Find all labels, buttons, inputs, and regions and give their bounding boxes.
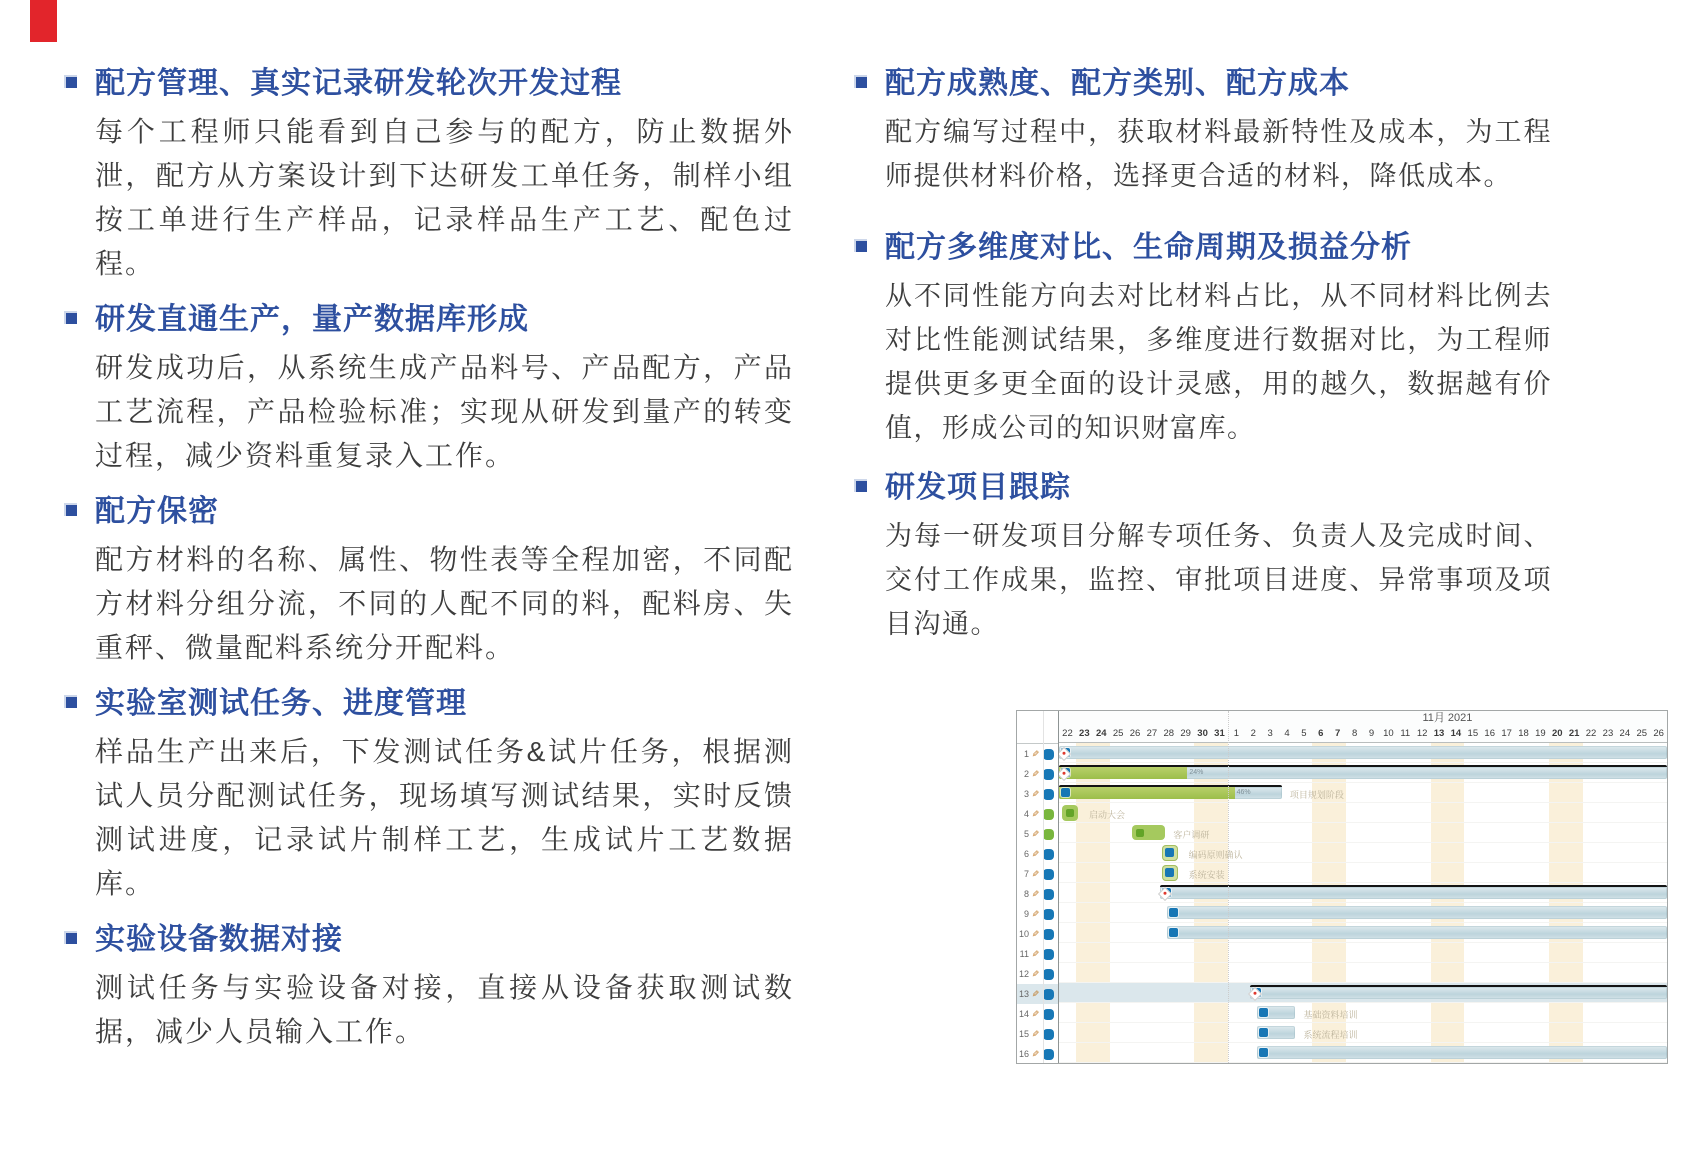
section-heading: 配方保密 xyxy=(95,495,219,528)
edit-pencil-icon: ✎ xyxy=(1031,1028,1040,1039)
section-body: 配方材料的名称、属性、物性表等全程加密，不同配方材料分组分流，不同的人配不同的料，配料房、失重秤、微量配料系统分开配料。 xyxy=(95,544,794,663)
summary-task-bar xyxy=(1059,765,1667,779)
gantt-task-list-panel xyxy=(1017,711,1059,1063)
task-label: 客户调研 xyxy=(1173,830,1210,840)
gantt-row xyxy=(1059,843,1667,863)
gantt-body xyxy=(1059,743,1667,1063)
row-number: 3 xyxy=(1023,789,1029,799)
gantt-row xyxy=(1059,803,1667,823)
date-cell: 20 xyxy=(1551,728,1563,739)
task-handle-square xyxy=(1259,1008,1268,1017)
date-cell: 12 xyxy=(1416,728,1428,739)
date-cell: 28 xyxy=(1163,728,1175,739)
status-dot-green xyxy=(1043,809,1054,820)
section-body: 研发成功后，从系统生成产品料号、产品配方，产品工艺流程，产品检验标准；实现从研发到量产的转变过程，减少资料重复录入工作。 xyxy=(95,352,794,471)
task-handle-square xyxy=(1169,928,1178,937)
edit-pencil-icon: ✎ xyxy=(1031,968,1040,979)
date-cell: 23 xyxy=(1079,728,1090,739)
edit-pencil-icon: ✎ xyxy=(1031,868,1040,879)
status-dot-blue xyxy=(1043,1029,1054,1040)
gantt-task-row-header xyxy=(1017,944,1058,964)
edit-pencil-icon: ✎ xyxy=(1031,808,1040,819)
date-cell: 15 xyxy=(1467,728,1479,739)
edit-pencil-icon: ✎ xyxy=(1031,788,1040,799)
edit-pencil-icon: ✎ xyxy=(1031,1048,1040,1059)
page-corner-accent xyxy=(30,0,57,42)
section-heading: 配方多维度对比、生命周期及损益分析 xyxy=(885,231,1412,264)
date-cell: 10 xyxy=(1383,728,1394,739)
task-bar xyxy=(1167,906,1667,919)
gantt-month-label: 11月 2021 xyxy=(1422,712,1473,724)
row-number: 1 xyxy=(1023,749,1029,759)
gantt-row xyxy=(1059,883,1667,903)
task-handle-square xyxy=(1061,788,1070,797)
gantt-row xyxy=(1059,763,1667,783)
bullet-square-icon xyxy=(64,503,77,516)
status-dot-green xyxy=(1043,829,1054,840)
gantt-row xyxy=(1059,743,1667,763)
gantt-task-row-header xyxy=(1017,984,1058,1004)
milestone-marker xyxy=(1062,805,1078,821)
section-body: 从不同性能方向去对比材料占比，从不同材料比例去对比性能测试结果，多维度进行数据对比，为工程师提供更多更全面的设计灵感，用的越久，数据越有价值，形成公司的知识财富库。 xyxy=(885,281,1552,443)
status-dot-blue xyxy=(1043,1049,1054,1060)
date-cell: 11 xyxy=(1400,728,1411,739)
gantt-task-row-header xyxy=(1017,884,1058,904)
status-dot-blue xyxy=(1043,749,1054,760)
gantt-task-row-header xyxy=(1017,784,1058,804)
date-cell: 8 xyxy=(1351,728,1358,739)
gantt-row xyxy=(1059,943,1667,963)
gantt-task-row-header xyxy=(1017,1044,1058,1064)
status-dot-blue xyxy=(1043,949,1054,960)
status-dot-blue xyxy=(1043,849,1054,860)
gantt-task-row-header xyxy=(1017,864,1058,884)
status-dot-blue xyxy=(1043,909,1054,920)
edit-pencil-icon: ✎ xyxy=(1031,768,1040,779)
status-dot-blue xyxy=(1043,869,1054,880)
date-cell: 18 xyxy=(1518,728,1529,739)
gantt-task-row-header xyxy=(1017,824,1058,844)
gantt-task-row-header xyxy=(1017,804,1058,824)
gantt-row xyxy=(1059,1043,1667,1063)
right-column xyxy=(852,62,1664,1064)
task-bar xyxy=(1167,926,1667,939)
summary-task-bar xyxy=(1160,885,1667,899)
section-heading: 实验室测试任务、进度管理 xyxy=(95,687,467,720)
edit-pencil-icon: ✎ xyxy=(1031,848,1040,859)
task-bar xyxy=(1059,746,1667,759)
bullet-square-icon xyxy=(854,75,867,88)
gantt-row xyxy=(1059,823,1667,843)
section-heading: 配方成熟度、配方类别、配方成本 xyxy=(885,67,1350,100)
gantt-row xyxy=(1059,1023,1667,1043)
gantt-screenshot-wrap xyxy=(1016,710,1664,1064)
section-body: 样品生产出来后，下发测试任务&试片任务，根据测试人员分配测试任务，现场填写测试结果，实时反馈测试进度，记录试片制样工艺，生成试片工艺数据库。 xyxy=(95,736,794,899)
edit-pencil-icon: ✎ xyxy=(1031,888,1040,899)
section-heading: 实验设备数据对接 xyxy=(95,923,343,956)
task-label: 基础资料培训 xyxy=(1303,1010,1358,1020)
row-number: 16 xyxy=(1018,1049,1029,1059)
date-cell: 3 xyxy=(1267,728,1273,739)
task-label: 编码原则确认 xyxy=(1188,850,1243,860)
section-heading: 研发直通生产，量产数据库形成 xyxy=(95,303,529,336)
date-cell: 25 xyxy=(1112,728,1124,739)
status-dot-blue xyxy=(1043,769,1054,780)
gantt-task-row-header xyxy=(1017,924,1058,944)
bullet-square-icon xyxy=(64,931,77,944)
date-cell: 14 xyxy=(1450,728,1462,739)
gantt-task-row-header xyxy=(1017,1004,1058,1024)
task-label: 项目规划阶段 xyxy=(1289,790,1344,800)
task-handle-square xyxy=(1169,908,1178,917)
date-cell: 23 xyxy=(1602,728,1614,739)
task-bar xyxy=(1257,1046,1667,1059)
date-cell: 7 xyxy=(1335,728,1341,739)
section-body: 为每一研发项目分解专项任务、负责人及完成时间、交付工作成果，监控、审批项目进度、异常事项及项目沟通。 xyxy=(885,521,1552,639)
status-dot-blue xyxy=(1043,989,1054,1000)
row-number: 9 xyxy=(1023,909,1029,919)
edit-pencil-icon: ✎ xyxy=(1031,828,1040,839)
feature-section-lab-test-tasks xyxy=(62,682,794,906)
gantt-row xyxy=(1059,903,1667,923)
gantt-date-row xyxy=(1059,726,1667,743)
gantt-row xyxy=(1059,863,1667,883)
edit-pencil-icon: ✎ xyxy=(1031,988,1040,999)
section-body: 测试任务与实验设备对接，直接从设备获取测试数据，减少人员输入工作。 xyxy=(95,972,794,1047)
section-body: 每个工程师只能看到自己参与的配方，防止数据外泄，配方从方案设计到下达研发工单任务，制样小组按工单进行生产样品，记录样品生产工艺、配色过程。 xyxy=(95,116,794,279)
bullet-square-icon xyxy=(64,75,77,88)
row-number: 11 xyxy=(1019,949,1029,959)
progress-fill xyxy=(1059,767,1187,779)
date-cell: 19 xyxy=(1535,728,1546,739)
feature-section-recipe-management xyxy=(62,62,794,286)
row-number: 6 xyxy=(1023,849,1029,859)
gantt-task-row-header xyxy=(1017,1024,1058,1044)
status-dot-blue xyxy=(1043,1009,1054,1020)
feature-section-device-data-link xyxy=(62,918,794,1054)
section-heading: 研发项目跟踪 xyxy=(885,471,1071,504)
progress-percent-label: 24% xyxy=(1189,769,1204,776)
section-body: 配方编写过程中，获取材料最新特性及成本，为工程师提供材料价格，选择更合适的材料，降低成本。 xyxy=(885,117,1552,191)
date-cell: 13 xyxy=(1433,728,1445,739)
date-cell: 2 xyxy=(1250,728,1256,739)
date-cell: 24 xyxy=(1095,728,1107,739)
date-cell: 17 xyxy=(1501,728,1512,739)
row-number: 5 xyxy=(1023,829,1029,839)
small-task-marker xyxy=(1162,845,1178,861)
gantt-row xyxy=(1059,1003,1667,1023)
gantt-task-row-header xyxy=(1017,964,1058,984)
row-number: 4 xyxy=(1023,809,1029,819)
feature-section-recipe-maturity xyxy=(852,62,1552,198)
gantt-task-row-header xyxy=(1017,764,1058,784)
bullet-square-icon xyxy=(64,311,77,324)
gantt-task-row-header xyxy=(1017,904,1058,924)
date-cell: 27 xyxy=(1146,728,1158,739)
date-cell: 29 xyxy=(1180,728,1191,739)
date-cell: 9 xyxy=(1368,728,1375,739)
progress-fill xyxy=(1059,787,1235,799)
section-heading: 配方管理、真实记录研发轮次开发过程 xyxy=(95,67,622,100)
date-cell: 16 xyxy=(1484,728,1495,739)
feature-section-recipe-secrecy xyxy=(62,490,794,670)
date-cell: 25 xyxy=(1636,728,1648,739)
edit-pencil-icon: ✎ xyxy=(1031,948,1040,959)
date-cell: 22 xyxy=(1062,728,1073,739)
date-cell: 22 xyxy=(1585,728,1597,739)
row-number: 13 xyxy=(1018,989,1029,999)
gantt-task-row-header xyxy=(1017,744,1058,764)
edit-pencil-icon: ✎ xyxy=(1031,908,1040,919)
task-handle-square xyxy=(1259,1028,1268,1037)
bullet-square-icon xyxy=(854,479,867,492)
gantt-row xyxy=(1059,783,1667,803)
date-cell: 26 xyxy=(1653,728,1664,739)
date-cell: 24 xyxy=(1619,728,1631,739)
row-number: 15 xyxy=(1018,1029,1029,1039)
gantt-row xyxy=(1059,963,1667,983)
row-number: 12 xyxy=(1018,969,1029,979)
row-number: 2 xyxy=(1023,769,1029,779)
gantt-left-header xyxy=(1017,711,1058,744)
gantt-row xyxy=(1059,983,1667,1003)
date-cell: 4 xyxy=(1284,728,1290,739)
row-number: 7 xyxy=(1023,869,1029,879)
status-dot-blue xyxy=(1043,929,1054,940)
gantt-task-row-header xyxy=(1017,844,1058,864)
task-handle-square xyxy=(1259,1048,1268,1057)
date-cell: 1 xyxy=(1233,728,1239,739)
edit-pencil-icon: ✎ xyxy=(1031,1008,1040,1019)
small-task-marker xyxy=(1162,865,1178,881)
task-label: 系统流程培训 xyxy=(1303,1030,1358,1040)
left-column xyxy=(62,62,794,1066)
task-label: 启动大会 xyxy=(1088,810,1125,820)
status-dot-blue xyxy=(1043,969,1054,980)
summary-task-bar xyxy=(1250,985,1667,999)
task-label: 系统安装 xyxy=(1188,870,1225,880)
date-cell: 31 xyxy=(1214,728,1225,739)
date-cell: 21 xyxy=(1568,728,1580,739)
status-dot-blue xyxy=(1043,789,1054,800)
green-task-bar xyxy=(1132,825,1166,840)
row-number: 8 xyxy=(1023,889,1029,899)
progress-percent-label: 46% xyxy=(1236,789,1251,796)
date-cell: 30 xyxy=(1197,728,1208,739)
bullet-square-icon xyxy=(854,239,867,252)
row-number: 10 xyxy=(1018,929,1029,939)
status-dot-blue xyxy=(1043,889,1054,900)
gantt-timeline-area xyxy=(1059,711,1667,1063)
bullet-square-icon xyxy=(64,695,77,708)
feature-section-rd-to-production xyxy=(62,298,794,478)
feature-section-project-tracking xyxy=(852,466,1552,646)
date-cell: 5 xyxy=(1301,728,1307,739)
edit-pencil-icon: ✎ xyxy=(1031,928,1040,939)
edit-pencil-icon: ✎ xyxy=(1031,748,1040,759)
date-cell: 26 xyxy=(1129,728,1141,739)
gantt-row xyxy=(1059,923,1667,943)
gantt-header xyxy=(1059,711,1667,743)
feature-section-multidim-compare xyxy=(852,226,1552,450)
row-number: 14 xyxy=(1018,1009,1029,1019)
date-cell: 6 xyxy=(1318,728,1324,739)
month-boundary-line xyxy=(1228,711,1229,1063)
gantt-chart xyxy=(1016,710,1668,1064)
